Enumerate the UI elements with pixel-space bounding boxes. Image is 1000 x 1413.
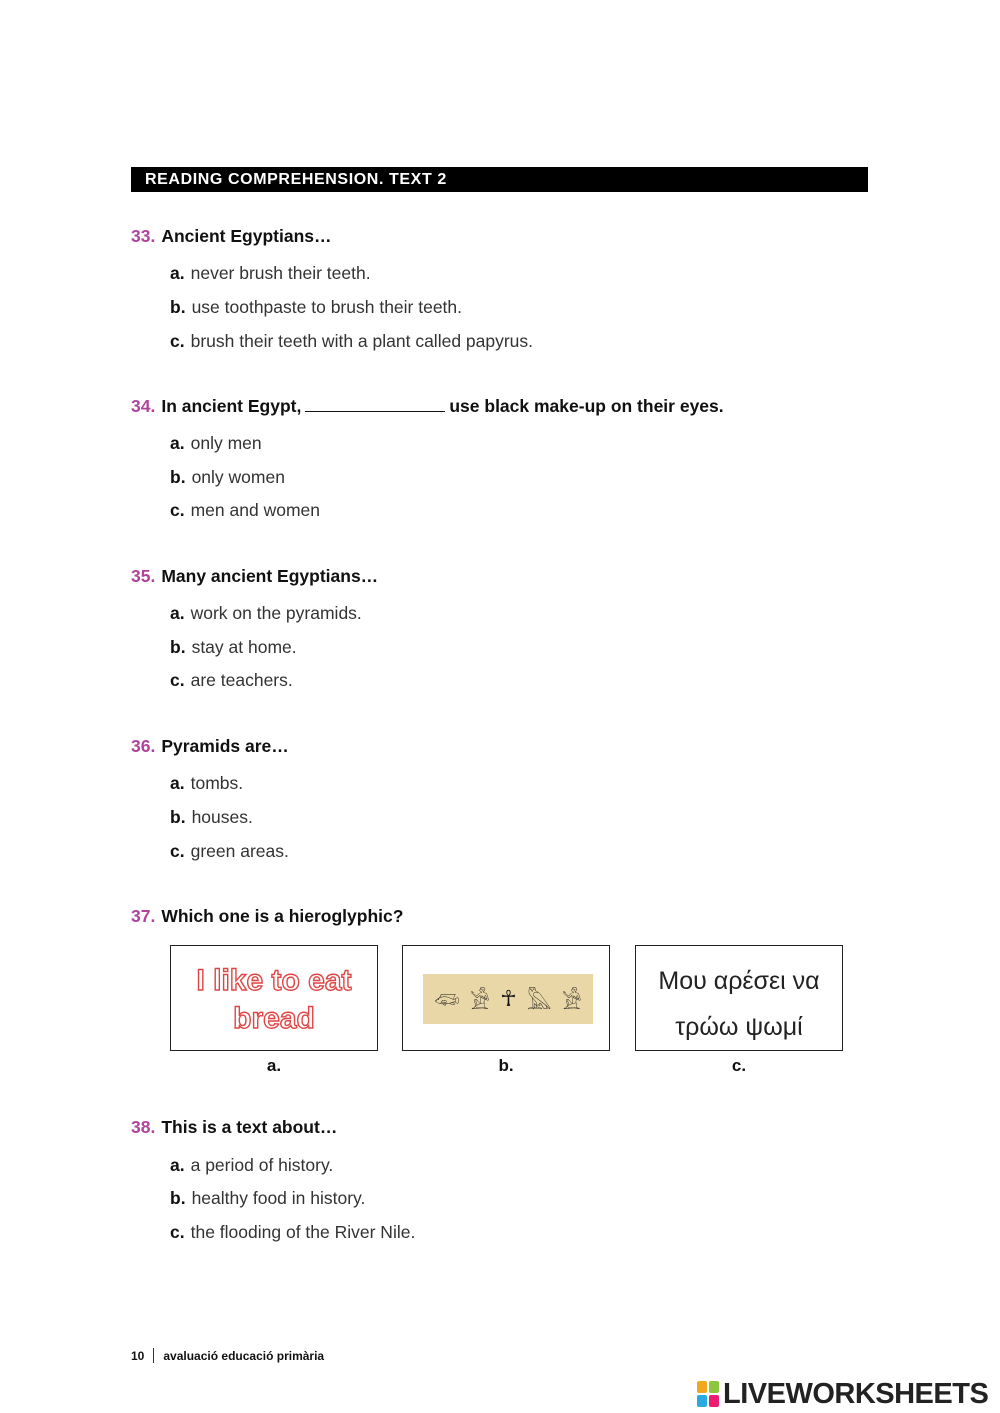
- option-36a[interactable]: [170, 773, 243, 794]
- choice-c-label: c.: [731, 1056, 747, 1075]
- logo-cell: [709, 1381, 719, 1393]
- option-text: only women: [191, 467, 285, 487]
- text-line: bread: [233, 1002, 315, 1035]
- option-letter: b.: [170, 467, 186, 487]
- choice-c-box[interactable]: [635, 945, 843, 1051]
- option-34b[interactable]: [170, 467, 285, 488]
- option-38a[interactable]: [170, 1155, 333, 1176]
- outlined-english-text: [171, 962, 377, 1038]
- option-38b[interactable]: [170, 1188, 365, 1209]
- option-36c[interactable]: [170, 841, 289, 862]
- question-34: [131, 396, 724, 417]
- option-letter: c.: [170, 331, 185, 351]
- option-34a[interactable]: [170, 433, 262, 454]
- logo-cell: [697, 1395, 707, 1407]
- option-text: use toothpaste to brush their teeth.: [191, 297, 463, 317]
- choice-a-box[interactable]: [170, 945, 378, 1051]
- option-text: a period of history.: [190, 1155, 334, 1175]
- option-34c[interactable]: [170, 500, 320, 521]
- seated-figure-hieroglyph-icon: 𓀀: [562, 989, 582, 1014]
- option-text: men and women: [190, 500, 320, 520]
- greek-text: [636, 958, 842, 1050]
- option-38c[interactable]: [170, 1222, 415, 1243]
- option-text: brush their teeth with a plant called papyrus.: [190, 331, 534, 351]
- liveworksheets-logo-icon: [697, 1381, 719, 1407]
- choice-a-label: a.: [266, 1056, 282, 1075]
- seated-figure-hieroglyph-icon: 𓀀: [470, 989, 490, 1014]
- question-33: [131, 226, 332, 247]
- option-letter: b.: [170, 297, 186, 317]
- hieroglyph-strip: [423, 974, 593, 1024]
- question-36: [131, 736, 289, 757]
- question-text: Many ancient Egyptians…: [161, 566, 379, 586]
- option-letter: c.: [170, 841, 185, 861]
- option-text: tombs.: [190, 773, 244, 793]
- option-text: only men: [190, 433, 262, 453]
- option-text: houses.: [191, 807, 253, 827]
- question-37: [131, 906, 403, 927]
- option-letter: b.: [170, 807, 186, 827]
- page-number: 10: [131, 1348, 145, 1363]
- text-line: τρώω ψωμί: [675, 1013, 803, 1041]
- section-title: READING COMPREHENSION. TEXT 2: [131, 167, 868, 192]
- option-letter: a.: [170, 603, 185, 623]
- option-35c[interactable]: [170, 670, 293, 691]
- option-letter: c.: [170, 500, 185, 520]
- fish-hieroglyph-icon: 𓆛: [434, 989, 460, 1014]
- option-letter: b.: [170, 637, 186, 657]
- option-text: healthy food in history.: [191, 1188, 366, 1208]
- bird-hieroglyph-icon: 𓅓: [527, 989, 552, 1014]
- question-text: This is a text about…: [161, 1117, 338, 1137]
- option-letter: c.: [170, 1222, 185, 1242]
- option-letter: c.: [170, 670, 185, 690]
- option-35a[interactable]: [170, 603, 362, 624]
- question-number: 37.: [131, 906, 156, 926]
- question-number: 38.: [131, 1117, 156, 1137]
- question-text: Which one is a hieroglyphic?: [161, 906, 404, 926]
- option-33b[interactable]: [170, 297, 462, 318]
- question-text: Ancient Egyptians…: [161, 226, 332, 246]
- liveworksheets-brand[interactable]: [697, 1377, 988, 1411]
- option-text: are teachers.: [190, 670, 293, 690]
- option-text: green areas.: [190, 841, 289, 861]
- question-number: 35.: [131, 566, 156, 586]
- question-number: 33.: [131, 226, 156, 246]
- text-line: Μου αρέσει να: [658, 967, 820, 995]
- question-number: 34.: [131, 396, 156, 416]
- brand-name: LIVEWORKSHEETS: [723, 1377, 989, 1410]
- question-text: Pyramids are…: [161, 736, 289, 756]
- option-33a[interactable]: [170, 263, 371, 284]
- option-letter: a.: [170, 433, 185, 453]
- choice-b-label: b.: [498, 1056, 514, 1075]
- logo-cell: [697, 1381, 707, 1393]
- page-footer: [131, 1348, 324, 1363]
- question-number: 36.: [131, 736, 156, 756]
- ankh-hieroglyph-icon: ☥: [500, 986, 517, 1011]
- option-letter: a.: [170, 1155, 185, 1175]
- question-35: [131, 566, 378, 587]
- question-38: [131, 1117, 337, 1138]
- option-text: never brush their teeth.: [190, 263, 371, 283]
- question-text-before: In ancient Egypt,: [161, 396, 302, 416]
- logo-cell: [709, 1395, 719, 1407]
- book-title: avaluació educació primària: [163, 1348, 325, 1363]
- option-text: the flooding of the River Nile.: [190, 1222, 416, 1242]
- footer-divider: [153, 1348, 154, 1363]
- option-letter: b.: [170, 1188, 186, 1208]
- question-text-after: use black make-up on their eyes.: [449, 396, 724, 416]
- choice-b-box[interactable]: [402, 945, 610, 1051]
- answer-blank[interactable]: [305, 397, 445, 412]
- option-letter: a.: [170, 773, 185, 793]
- option-33c[interactable]: [170, 331, 533, 352]
- option-text: work on the pyramids.: [190, 603, 362, 623]
- option-letter: a.: [170, 263, 185, 283]
- text-line: I like to eat: [196, 964, 352, 997]
- option-text: stay at home.: [191, 637, 297, 657]
- option-36b[interactable]: [170, 807, 253, 828]
- option-35b[interactable]: [170, 637, 297, 658]
